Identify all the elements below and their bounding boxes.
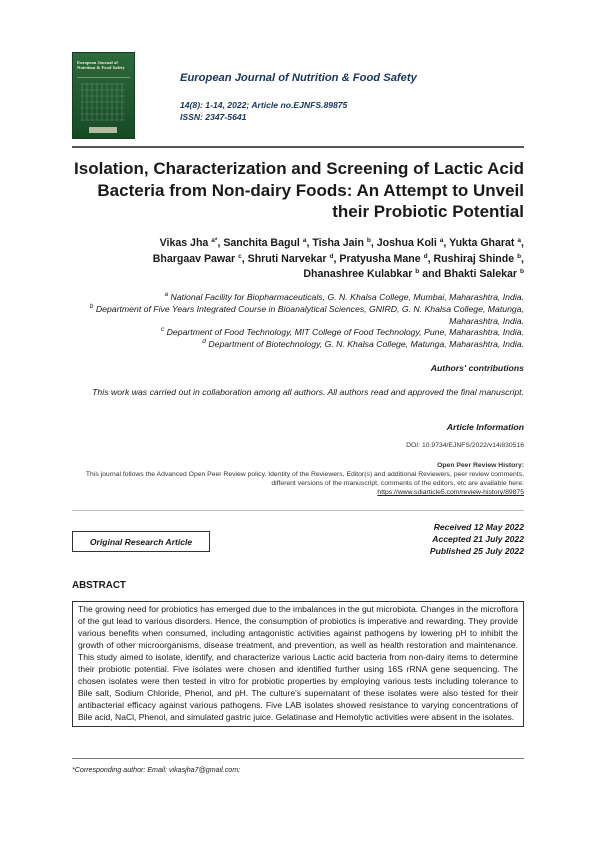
author-list [72, 236, 524, 283]
author: Joshua Koli $^a$, [376, 237, 450, 249]
affiliation: $^c$ Department of Food Technology, MIT College of Food Technology, Pune, Maharashtra, India. [160, 326, 524, 338]
citation-line: 14(8): 1-14, 2022; Article no.EJNFS.89875 [180, 100, 348, 110]
review-history-link[interactable]: https://www.sdiarticle5.com/review-history/89875 [377, 489, 524, 497]
author: Sanchita Bagul $^a$, [223, 237, 313, 249]
doi-text: DOI: 10.9734/EJNFS/2022/v14i830516 [406, 442, 524, 449]
cover-title: European Journal of Nutrition & Food Safety [77, 60, 125, 71]
abstract-box [72, 601, 524, 727]
journal-volume-info [180, 99, 347, 123]
affiliation: $^d$ Department of Biotechnology, G. N. Khalsa College, Matunga, Maharashtra, India. [202, 338, 524, 350]
author: Vikas Jha $^{a*}$, [159, 237, 224, 249]
affiliation: $^b$ Department of Five Years Integrated Course in Bioanalytical Sciences, GNIRD, G. N. Khalsa College, Matunga, Maharashtra, India. [89, 302, 524, 326]
article-info-heading: Article Information [446, 422, 524, 432]
journal-name: European Journal of Nutrition & Food Safety [180, 72, 417, 84]
review-history-description: This journal follows the Advanced Open Peer Review policy. Identity of the Reviewers, Editor(s) and additional Reviewers, peer review comments, different versions of the manuscript, comments of the editors, etc are available here: [85, 471, 524, 488]
issn-line: ISSN: 2347-5641 [180, 112, 247, 122]
contributions-heading: Authors' contributions [430, 363, 524, 373]
author: Rushiraj Shinde $^b$, [433, 252, 524, 265]
abstract-text: The growing need for probiotics has emerged due to the imbalances in the gut microbiota. Changes in the microflora of the gut lead to various disorders. Hence, the consumption of probiotics is imperative and rewarding. They provide various benefits when consumed, including antagonistic activities against pathogens by lowering pH to inhibit the growth of other microorganisms, disease treatment, and prevention, as well as health restoration and maintenance. This study aimed to isolate, identify, and characterize various Lactic acid bacteria from non-dairy items to determine their probiotic potential. Five isolates were chosen and identified further using 16S rRNA gene sequencing. The chosen isolates were then tested in vitro for probiotic properties by employing various tests including tolerance to Bile salt, Sodium Chloride, Phenol, and pH. The culture's supernatant of these isolates were also tested for their antibacterial efficacy against various pathogens. Five LAB isolates showed resistance to varying concentrations of Bile acid, NaCl, Phenol, and simulated gastric juice. Gelatinase and Hemolytic activities were absent in the isolates. [78, 604, 518, 722]
review-history-text [72, 470, 524, 498]
review-history-heading: Open Peer Review History: [437, 462, 524, 469]
affiliations [72, 292, 524, 351]
footnote-divider [72, 758, 524, 759]
journal-cover-image [72, 52, 135, 139]
published-date: Published 25 July 2022 [429, 546, 524, 556]
cover-barcode [89, 127, 117, 133]
header-divider [72, 146, 524, 148]
article-dates [320, 521, 524, 557]
affiliation: $^a$ National Facility for Biopharmaceuticals, G. N. Khalsa College, Mumbai, Maharashtra, India. [164, 291, 524, 302]
author: Pratyusha Mane $^d$, [339, 252, 434, 265]
author: Tisha Jain $^b$, [312, 237, 377, 249]
author: Shruti Narvekar $^d$, [247, 252, 340, 265]
info-divider [72, 510, 524, 511]
cover-stripe [77, 77, 130, 78]
contributions-text: This work was carried out in collaboration among all authors. All authors read and approved the final manuscript. [92, 387, 524, 397]
article-title: Isolation, Characterization and Screening of Lactic Acid Bacteria from Non-dairy Foods: An Attempt to Unveil their Probiotic Potential [74, 159, 524, 221]
author: Dhanashree Kulabkar $^b$ [303, 268, 420, 280]
abstract-heading: ABSTRACT [72, 580, 126, 591]
author: Yukta Gharat $^a$, [449, 237, 524, 249]
authors-conjunction: and [422, 268, 442, 280]
corresponding-author-note: *Corresponding author: Email: vikasjha7@gmail.com; [72, 766, 241, 774]
received-date: Received 12 May 2022 [433, 522, 524, 532]
article-type-badge: Original Research Article [72, 531, 210, 552]
author: Bhakti Salekar $^b$ [444, 268, 524, 280]
author: Bhargaav Pawar $^c$, [152, 252, 248, 265]
cover-pattern [81, 83, 125, 121]
accepted-date: Accepted 21 July 2022 [432, 534, 524, 544]
